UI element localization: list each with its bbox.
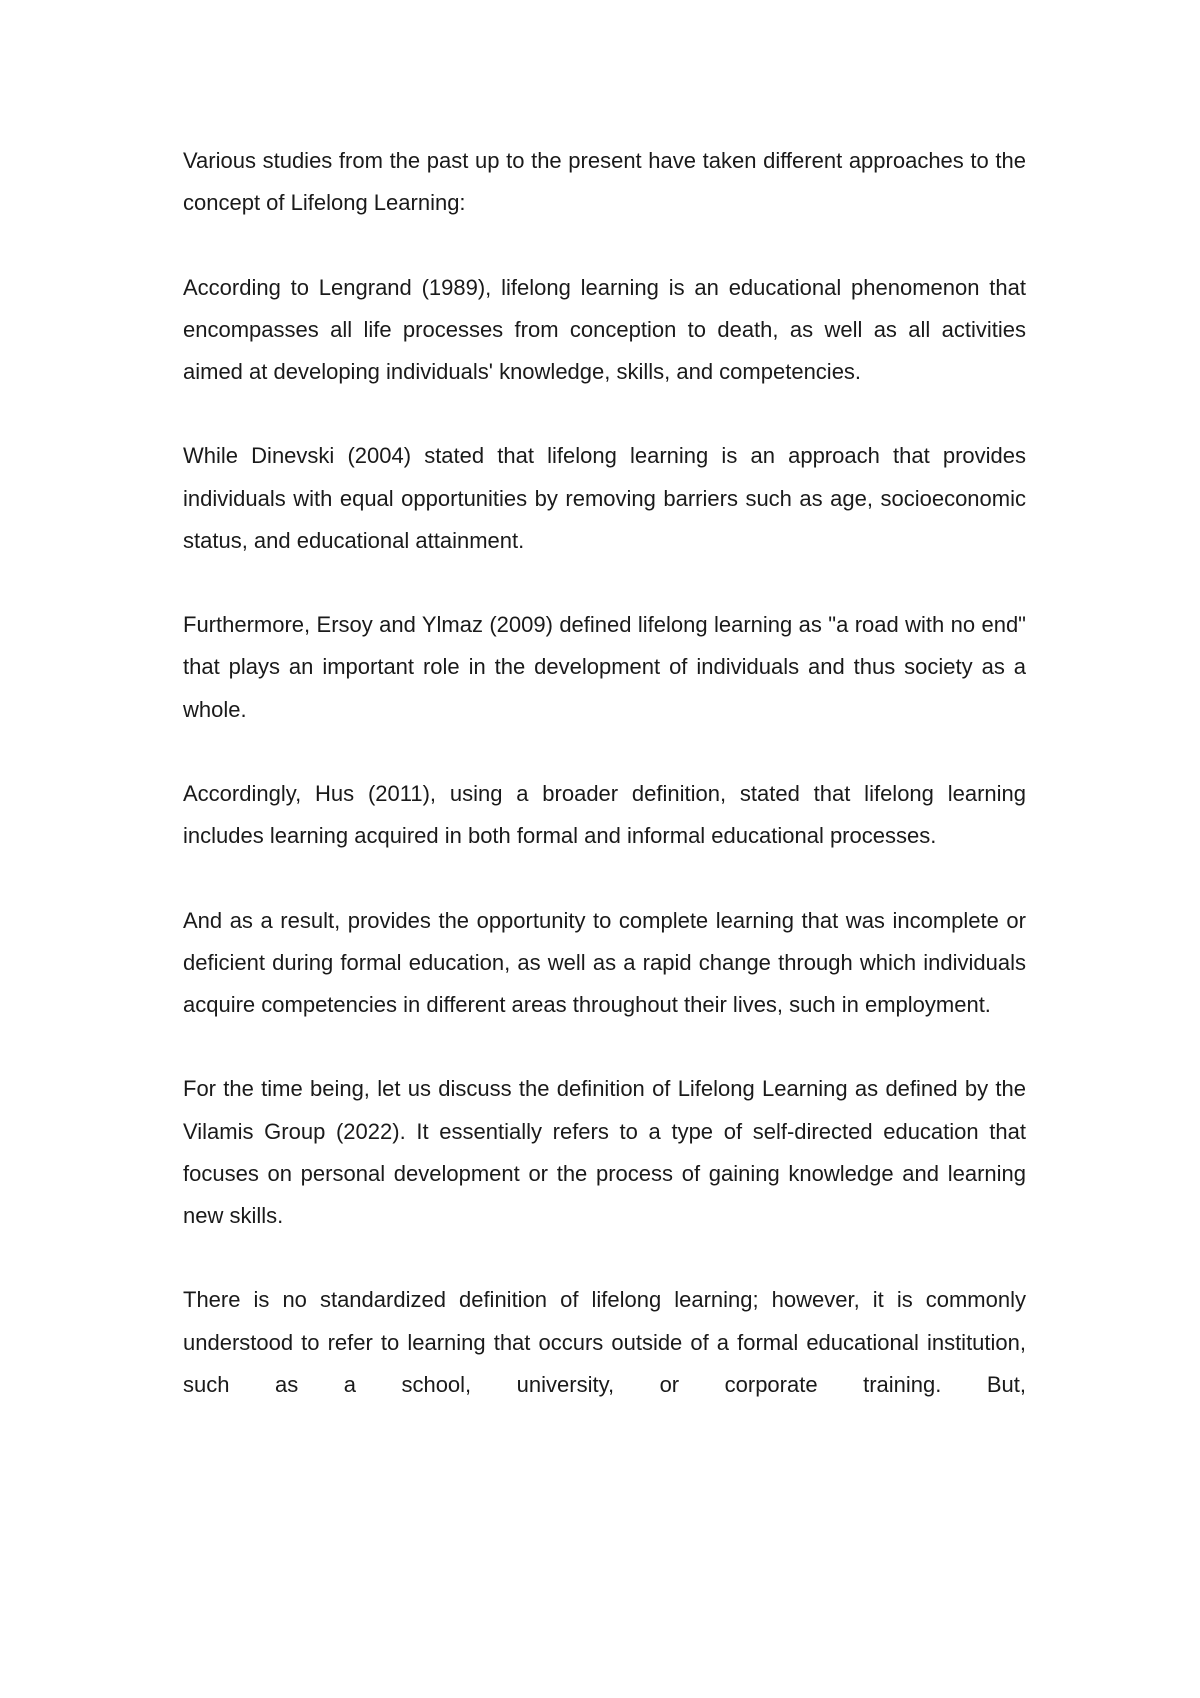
paragraph-no-standard-definition: There is no standardized definition of lifelong learning; however, it is commonly understood to refer to learning that occurs outside of a formal educational institution, such as a school, university, or corporate training. But, bbox=[183, 1287, 1026, 1397]
paragraph-lengrand: According to Lengrand (1989), lifelong learning is an educational phenomenon that encompasses all life processes from conception to death, as well as all activities aimed at developing individuals' knowledge, skills, and competencies. bbox=[183, 274, 1026, 384]
paragraph-hus: Accordingly, Hus (2011), using a broader definition, stated that lifelong learning includes learning acquired in both formal and informal educational processes. bbox=[183, 780, 1026, 849]
paragraph-ersoy-ylmaz: Furthermore, Ersoy and Ylmaz (2009) defined lifelong learning as "a road with no end" that plays an important role in the development of individuals and thus society as a whole. bbox=[183, 612, 1026, 722]
document-body bbox=[183, 140, 1026, 1406]
paragraph-dinevski: While Dinevski (2004) stated that lifelong learning is an approach that provides individuals with equal opportunities by removing barriers such as age, socioeconomic status, and educational attainment. bbox=[183, 443, 1026, 553]
paragraph-intro: Various studies from the past up to the present have taken different approaches to the concept of Lifelong Learning: bbox=[183, 148, 1026, 216]
paragraph-vilamis-group: For the time being, let us discuss the definition of Lifelong Learning as defined by the Vilamis Group (2022). It essentially refers to a type of self-directed education that focuses on personal development or the process of gaining knowledge and learning new skills. bbox=[183, 1076, 1026, 1228]
paragraph-result: And as a result, provides the opportunity to complete learning that was incomplete or deficient during formal education, as well as a rapid change through which individuals acquire competencies in different areas throughout their lives, such in employment. bbox=[183, 907, 1026, 1017]
